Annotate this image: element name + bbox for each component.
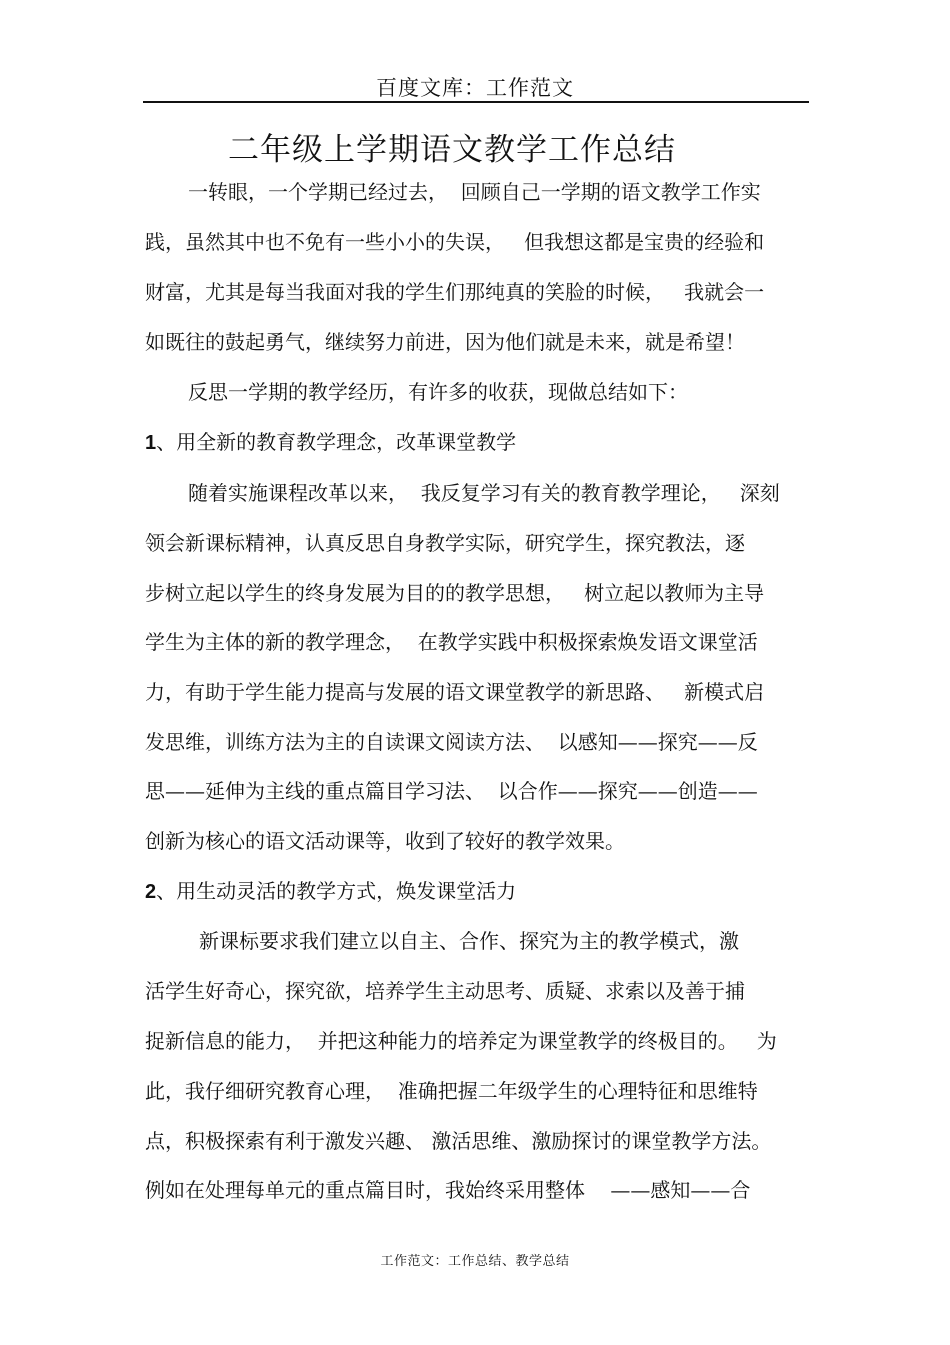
paragraph-line: 如既往的鼓起勇气，继续努力前进，因为他们就是未来，就是希望！ xyxy=(145,330,745,354)
paragraph-line: 捉新信息的能力， 并把这种能力的培养定为课堂教学的终极目的。 为 xyxy=(145,1029,777,1053)
section-heading-text: 、用全新的教育教学理念，改革课堂教学 xyxy=(156,430,517,454)
paragraph-line: 财富，尤其是每当我面对我的学生们那纯真的笑脸的时候， 我就会一 xyxy=(145,280,765,304)
paragraph-line: 活学生好奇心，探究欲，培养学生主动思考、质疑、求索以及善于捕 xyxy=(145,979,745,1003)
paragraph-line: 新课标要求我们建立以自主、合作、探究为主的教学模式，激 xyxy=(199,929,739,953)
paragraph-line: 创新为核心的语文活动课等，收到了较好的教学效果。 xyxy=(145,829,625,853)
document-title: 二年级上学期语文教学工作总结 xyxy=(228,132,676,168)
paragraph-line: 随着实施课程改革以来， 我反复学习有关的教育教学理论， 深刻 xyxy=(188,481,780,505)
paragraph-line: 学生为主体的新的教学理念， 在教学实践中积极探索焕发语文课堂活 xyxy=(145,630,758,654)
section-number: 2 xyxy=(145,881,157,903)
paragraph-line: 点，积极探索有利于激发兴趣、 激活思维、激励探讨的课堂教学方法。 xyxy=(145,1129,772,1153)
footer-text: 工作范文：工作总结、教学总结 xyxy=(380,1254,570,1269)
section-heading-1 xyxy=(145,430,516,455)
section-heading-text: 、用生动灵活的教学方式，焕发课堂活力 xyxy=(156,879,517,903)
header-title: 百度文库：工作范文 xyxy=(376,76,574,100)
header-divider xyxy=(143,101,809,103)
paragraph-line: 践，虽然其中也不免有一些小小的失误， 但我想这都是宝贵的经验和 xyxy=(145,230,765,254)
paragraph-line: 反思一学期的教学经历，有许多的收获，现做总结如下： xyxy=(188,380,688,404)
paragraph-line: 此，我仔细研究教育心理， 准确把握二年级学生的心理特征和思维特 xyxy=(145,1079,758,1103)
paragraph-line: 力，有助于学生能力提高与发展的语文课堂教学的新思路、 新模式启 xyxy=(145,680,765,704)
paragraph-line: 领会新课标精神，认真反思自身教学实际，研究学生，探究教法，逐 xyxy=(145,531,745,555)
paragraph-line: 一转眼，一个学期已经过去， 回顾自己一学期的语文教学工作实 xyxy=(188,180,761,204)
section-heading-2 xyxy=(145,879,516,904)
paragraph-line: 步树立起以学生的终身发展为目的的教学思想， 树立起以教师为主导 xyxy=(145,581,765,605)
paragraph-line: 发思维，训练方法为主的自读课文阅读方法、 以感知——探究——反 xyxy=(145,730,758,754)
paragraph-line: 思——延伸为主线的重点篇目学习法、 以合作——探究——创造—— xyxy=(145,779,758,803)
paragraph-line: 例如在处理每单元的重点篇目时，我始终采用整体 ——感知——合 xyxy=(145,1178,751,1202)
section-number: 1 xyxy=(145,432,157,454)
